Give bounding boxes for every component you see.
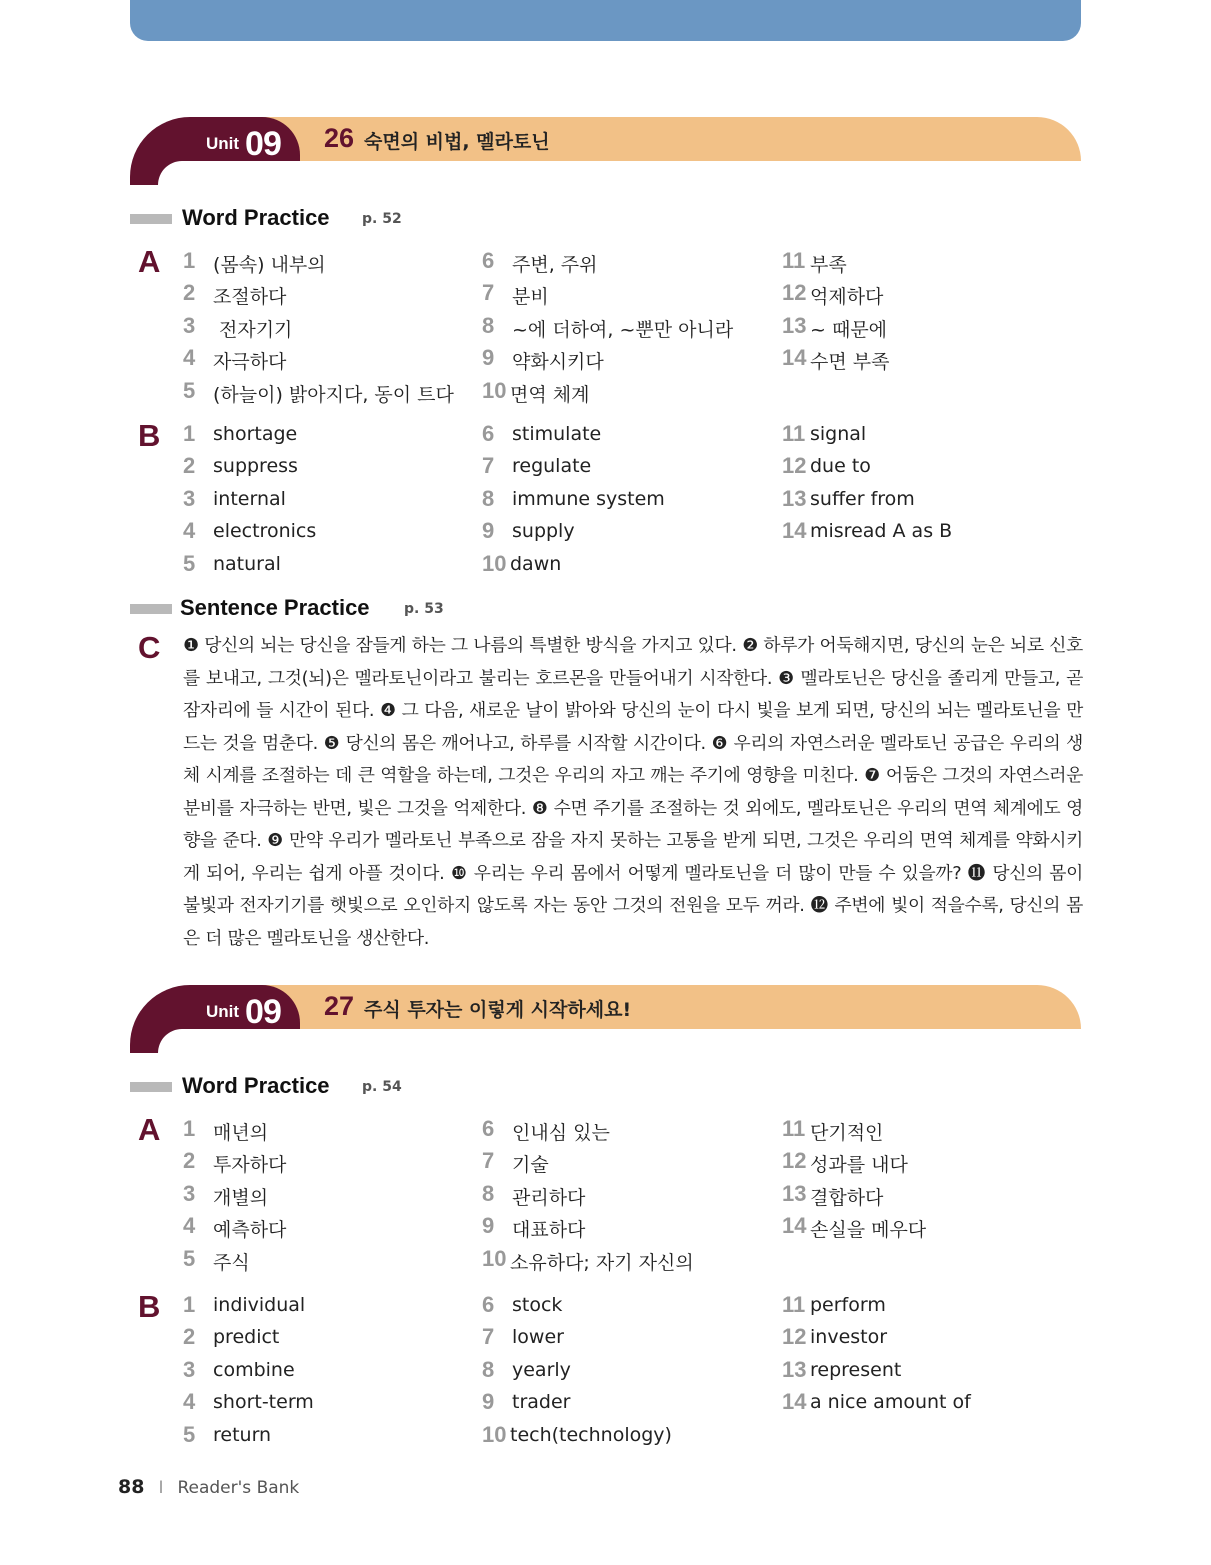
section-letter-b: B: [138, 418, 161, 453]
page-number: 88: [118, 1476, 145, 1498]
lesson-number: 26: [324, 123, 355, 153]
section-letter-a: A: [138, 1112, 161, 1147]
footer-separator: I: [158, 1478, 164, 1498]
header-notch: [158, 161, 1081, 185]
unit-header-26: [130, 117, 1081, 185]
book-title: Reader's Bank: [177, 1478, 300, 1498]
section-letter-b: B: [138, 1289, 161, 1324]
unit-label: Unit 09: [206, 993, 281, 1031]
unit-label: Unit 09: [206, 125, 281, 163]
unit-header-27: [130, 985, 1081, 1053]
lesson-title: 숙면의 비법, 멜라토닌: [364, 131, 550, 153]
lesson-number: 27: [324, 991, 355, 1021]
top-color-band: [130, 0, 1081, 41]
section-letter-a: A: [138, 244, 161, 279]
page-footer: [118, 1476, 299, 1498]
section-letter-c: C: [138, 630, 161, 665]
header-notch: [158, 1029, 1081, 1053]
sentence-practice-paragraph: ❶ 당신의 뇌는 당신을 잠들게 하는 그 나름의 특별한 방식을 가지고 있다. ❷ 하루가 어둑해지면, 당신의 눈은 뇌로 신호를 보내고, 그것(뇌)은 멜라토닌이라고 불리는 호르몬을 만들어내기 시작한다. ❸ 멜라토닌은 당신을 졸리게 만들고, 곧 잠자리에 들 시간이 된다. ❹ 그 다음, 새로운 날이 밝아와 당신의 눈이 다시 빛을 보게 되면, 당신의 뇌는 멜라토닌을 만드는 것을 멈춘다. ❺ 당신의 몸은 깨어나고, 하루를 시작할 시간이다. ❻ 우리의 자연스러운 멜라토닌 공급은 우리의 생체 시계를 조절하는 데 큰 역할을 하는데, 그것은 우리의 자고 깨는 주기에 영향을 미친다. ❼ 어둠은 그것의 자연스러운 분비를 자극하는 반면, 빛은 그것을 억제한다. ❽ 수면 주기를 조절하는 것 외에도, 멜라토닌은 우리의 면역 체계에도 영향을 준다. ❾ 만약 우리가 멜라토닌 부족으로 잠을 자지 못하는 고통을 받게 되면, 그것은 우리의 면역 체계를 약화시키게 되어, 우리는 쉽게 아플 것이다. ❿ 우리는 우리 몸에서 어떻게 멜라토닌을 더 많이 만들 수 있을까? ⓫ 당신의 몸이 불빛과 전자기기를 햇빛으로 오인하지 않도록 자는 동안 그것의 전원을 모두 꺼라. ⓬ 주변에 빛이 적을수록, 당신의 몸은 더 많은 멜라토닌을 생산한다.: [183, 635, 1083, 949]
lesson-title: 주식 투자는 이렇게 시작하세요!: [364, 999, 632, 1021]
